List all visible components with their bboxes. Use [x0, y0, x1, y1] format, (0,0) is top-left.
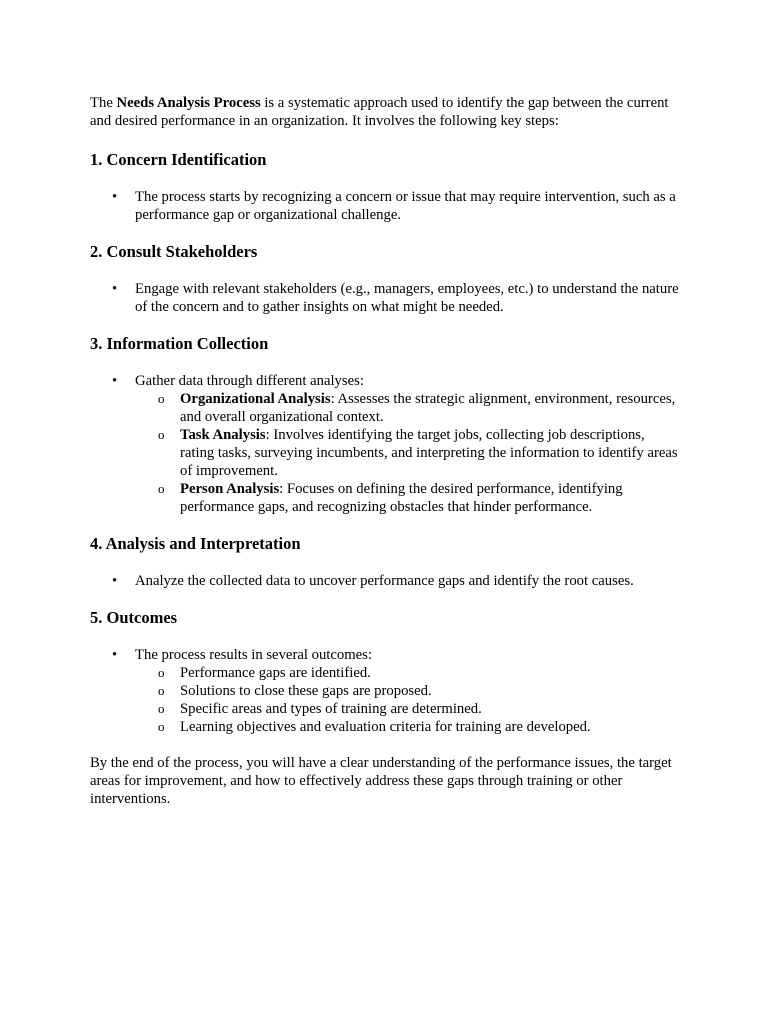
bullet-item [90, 188, 680, 224]
bullet-item [90, 280, 680, 316]
intro-paragraph [90, 94, 680, 130]
section-bullets [90, 188, 680, 224]
bullet-text: The process results in several outcomes: [135, 647, 372, 663]
bullet-text: Engage with relevant stakeholders (e.g., managers, employees, etc.) to understand the nature of the concern and to gather insights on what might be needed. [135, 281, 679, 315]
intro-bold-term: Needs Analysis Process [116, 95, 261, 111]
section-bullets [90, 372, 680, 516]
bullet-item [90, 572, 680, 590]
sub-item-text: Performance gaps are identified. [180, 665, 371, 681]
sub-item-term: Organizational Analysis [180, 391, 331, 407]
sub-item-text: : Assesses the strategic alignment, environment, resources, and overall organizational context. [180, 391, 676, 425]
section-bullets [90, 646, 680, 736]
bullet-item [90, 372, 680, 516]
sub-item [135, 700, 680, 718]
sub-item-term: Person Analysis [180, 481, 280, 497]
section-bullets [90, 572, 680, 590]
section-heading-information-collection: 3. Information Collection [90, 334, 269, 353]
section-heading-outcomes: 5. Outcomes [90, 608, 178, 627]
section-heading-concern-identification: 1. Concern Identification [90, 150, 267, 169]
sub-item-text: Specific areas and types of training are determined. [180, 701, 482, 717]
sub-item-organizational-analysis [135, 390, 680, 426]
sub-item-text: : Focuses on defining the desired performance, identifying performance gaps, and recognizing obstacles that hinder performance. [180, 481, 623, 515]
sub-item-text: : Involves identifying the target jobs, collecting job descriptions, rating tasks, surveying incumbents, and interpreting the information to identify areas of improvement. [180, 427, 678, 479]
bullet-item [90, 646, 680, 736]
section-heading-consult-stakeholders: 2. Consult Stakeholders [90, 242, 258, 261]
sub-list [135, 390, 680, 516]
sub-item-text: Learning objectives and evaluation criteria for training are developed. [180, 719, 591, 735]
sub-item-term: Task Analysis [180, 427, 266, 443]
sub-item-text: Solutions to close these gaps are proposed. [180, 683, 432, 699]
sub-item-person-analysis [135, 480, 680, 516]
sub-item [135, 664, 680, 682]
intro-suffix: is a systematic approach used to identify the gap between the current and desired performance in an organization. It involves the following key steps: [90, 95, 669, 129]
bullet-text: Gather data through different analyses: [135, 373, 364, 389]
document-page [90, 94, 680, 808]
sub-item [135, 718, 680, 736]
section-bullets [90, 280, 680, 316]
sub-list [135, 664, 680, 736]
intro-prefix: The [90, 95, 117, 111]
sub-item [135, 682, 680, 700]
section-heading-analysis-interpretation: 4. Analysis and Interpretation [90, 534, 301, 553]
conclusion-paragraph: By the end of the process, you will have a clear understanding of the performance issues, the target areas for improvement, and how to effectively address these gaps through training or other interventions. [90, 755, 672, 807]
bullet-text: Analyze the collected data to uncover performance gaps and identify the root causes. [135, 573, 634, 589]
bullet-text: The process starts by recognizing a concern or issue that may require intervention, such as a performance gap or organizational challenge. [135, 189, 676, 223]
sub-item-task-analysis [135, 426, 680, 480]
